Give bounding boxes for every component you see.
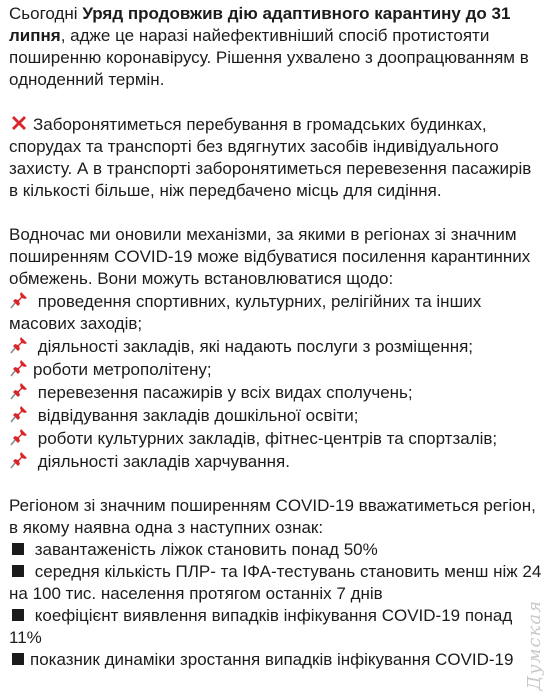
- list-item: [9, 539, 545, 561]
- list-item-text: діяльності закладів, які надають послуги з розміщення;: [37, 337, 474, 356]
- pushpin-icon: [9, 404, 29, 424]
- pushpin-icon: [9, 450, 29, 470]
- list-item: [9, 427, 545, 450]
- region-list: [9, 539, 545, 671]
- region-paragraph: Регіоном зі значним поширенням COVID-19 вважатиметься регіон, в якому наявна одна з наступних ознак:: [9, 496, 536, 537]
- black-square-icon: [12, 543, 24, 555]
- spacer: [9, 473, 545, 495]
- list-item: [9, 605, 545, 649]
- list-item-text: діяльності закладів харчування.: [37, 452, 290, 471]
- list-item-text: роботи культурних закладів, фітнес-центрів та спортзалів;: [37, 429, 498, 448]
- mechanisms-paragraph: Водночас ми оновили механізми, за якими в регіонах зі значним поширенням COVID-19 може відбуватися посилення карантинних обмежень. Вони можуть встановлюватися щодо:: [9, 225, 531, 288]
- list-item-text: показник динаміки зростання випадків інфікування COVID-19: [30, 650, 514, 669]
- list-item: [9, 335, 545, 358]
- list-item: [9, 381, 545, 404]
- intro-suffix: , адже це наразі найефективніший спосіб протистояти поширенню коронавірусу. Рішення ухвалено з доопрацюванням в одноденний термін.: [9, 26, 529, 89]
- spacer: [9, 202, 545, 224]
- list-item: [9, 649, 545, 671]
- red-cross-icon: [9, 113, 29, 133]
- list-item: [9, 290, 545, 335]
- message-body: [9, 3, 545, 671]
- list-item: [9, 358, 545, 381]
- intro-paragraph: [9, 3, 545, 91]
- intro-prefix: Сьогодні: [9, 4, 83, 23]
- pushpin-icon: [9, 381, 29, 401]
- list-item: [9, 561, 545, 605]
- list-item-text: відвідування закладів дошкільної освіти;: [37, 406, 359, 425]
- list-item-text: роботи метрополітену;: [33, 360, 212, 379]
- list-item-text: середня кількість ПЛР- та ІФА-тестувань становить менш ніж 24 на 100 тис. населення протягом останніх 7 днів: [9, 562, 542, 603]
- pushpin-icon: [9, 427, 29, 447]
- intro-bold-text: Уряд продовжив дію адаптивного карантину до 31 липня: [9, 4, 511, 45]
- black-square-icon: [12, 609, 24, 621]
- prohibition-paragraph: [9, 113, 545, 202]
- watermark: Думская: [524, 600, 545, 691]
- pushpin-icon: [9, 290, 29, 310]
- prohibition-text: Заборонятиметься перебування в громадських будинках, спорудах та транспорті без вдягнутих засобів індивідуального захисту. А в транспорті заборонятиметься перевезення пасажирів в кількості більше, ніж передбачено місць для сидіння.: [9, 115, 532, 200]
- pushpin-icon: [9, 335, 29, 355]
- list-item-text: проведення спортивних, культурних, релігійних та інших масових заходів;: [9, 292, 482, 333]
- black-square-icon: [12, 653, 24, 665]
- pushpin-icon: [9, 358, 29, 378]
- list-item: [9, 404, 545, 427]
- list-item: [9, 450, 545, 473]
- spacer: [9, 91, 545, 113]
- mechanisms-list: [9, 290, 545, 473]
- black-square-icon: [12, 565, 24, 577]
- list-item-text: перевезення пасажирів у всіх видах сполучень;: [37, 383, 413, 402]
- list-item-text: коефіцієнт виявлення випадків інфікування COVID-19 понад 11%: [9, 606, 513, 647]
- list-item-text: завантаженість ліжок становить понад 50%: [34, 540, 378, 559]
